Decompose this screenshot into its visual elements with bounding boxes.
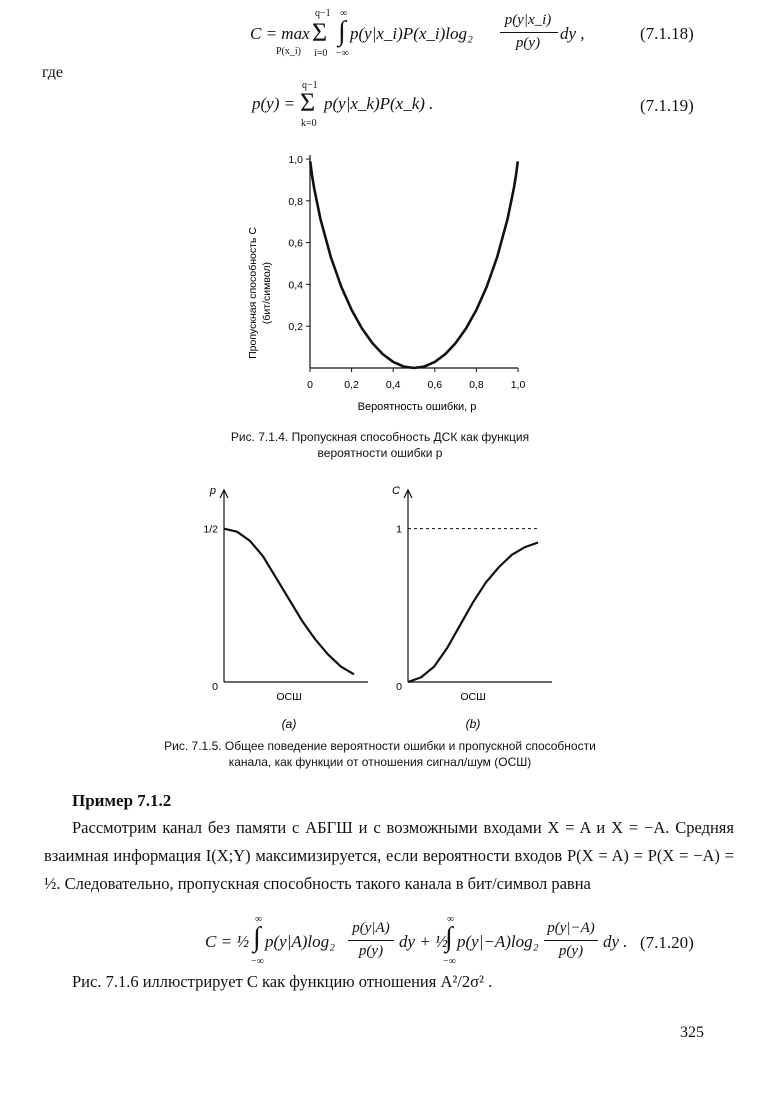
fig715a-ylabel: p (209, 485, 216, 497)
eq18-frac-num: p(y|x_i) (504, 12, 552, 28)
example-closing-sentence: Рис. 7.1.6 иллюстрирует C как функцию отношения A²/2σ² . (72, 972, 493, 991)
equation-number-7-1-20: (7.1.20) (640, 933, 694, 952)
eq20-frac1-den: p(y) (358, 943, 384, 959)
fig715a-xlabel: ОСШ (276, 691, 302, 703)
fig715b-xlabel: ОСШ (460, 691, 486, 703)
fig715a-y-tick-label: 1/2 (203, 523, 218, 536)
figure-7-1-5-caption-line1: Рис. 7.1.5. Общее поведение вероятности ошибки и пропускной способности (164, 739, 596, 753)
equation-7-1-20 (205, 914, 635, 972)
fig714-x-tick-label: 0 (307, 379, 313, 391)
eq20-int1-sign: ∫ (253, 922, 261, 953)
fig714-ylabel-line1: Пропускная способность C (247, 227, 259, 359)
example-paragraph: Рассмотрим канал без памяти с АБГШ и с возможными входами X = A и X = −A. Средняя взаимная информация I(X;Y) максимизируется, если вероятности входов P(X = A) = P(X = −A) = ½. Следовательно, пропускная способность такого канала в бит/символ равна (44, 818, 734, 893)
eq18-int-sign: ∫ (338, 16, 346, 47)
eq20-frac1-bar (348, 940, 394, 941)
fig714-y-tick-label: 1,0 (288, 154, 303, 166)
fig714-x-tick-label: 1,0 (510, 379, 526, 391)
fig714-ylabel-line2: (бит/символ) (261, 261, 273, 325)
fig715b-y-tick-label: 1 (396, 523, 402, 536)
fig715b-panel-label: (b) (465, 717, 481, 731)
eq20-int1-upper: ∞ (255, 914, 263, 925)
fig714-series-line (310, 161, 518, 368)
eq20-body1: p(y|A)log₂ (265, 932, 336, 951)
eq18-sum-lower: i=0 (314, 48, 328, 59)
fig714-x-tick-label: 0,6 (427, 379, 443, 391)
fig715a-series-line (224, 529, 354, 675)
eq18-sum-sign: Σ (312, 18, 328, 47)
fig714-x-tick-label: 0,2 (344, 379, 359, 391)
eq19-body: p(y|x_k)P(x_k) . (324, 94, 434, 113)
figure-7-1-5-chart (180, 478, 580, 738)
eq19-sum-sign: Σ (300, 88, 316, 117)
fig715b-origin-label: 0 (396, 681, 402, 693)
figure-7-1-5-caption-line2: канала, как функции от отношения сигнал/шум (ОСШ) (228, 755, 532, 769)
fig715a-panel-label: (a) (281, 717, 297, 731)
equation-number-7-1-19: (7.1.19) (640, 96, 694, 115)
eq20-lhs: C = ½ (205, 932, 250, 951)
eq18-frac-den: p(y) (515, 35, 541, 51)
page-number: 325 (680, 1024, 704, 1041)
fig714-x-tick-label: 0,8 (469, 379, 484, 391)
equation-7-1-19 (252, 80, 492, 134)
eq18-int-upper: ∞ (340, 8, 348, 19)
eq19-lhs: p(y) = (252, 94, 296, 113)
fig714-x-tick-label: 0,4 (385, 379, 401, 391)
figure-7-1-4-caption-line1: Рис. 7.1.4. Пропускная способность ДСК как функция (230, 430, 530, 444)
fig714-xlabel: Вероятность ошибки, p (357, 401, 477, 413)
figure-7-1-4-caption-line2: вероятности ошибки p (317, 446, 443, 460)
eq20-frac1-num: p(y|A) (352, 920, 390, 936)
eq20-frac2-bar (544, 940, 598, 941)
eq20-int2-upper: ∞ (447, 914, 455, 925)
eq20-int2-lower: −∞ (443, 956, 456, 967)
eq18-frac-bar (500, 32, 558, 33)
fig715b-series-line (408, 543, 538, 683)
fig714-y-tick-label: 0,8 (288, 195, 303, 208)
eq18-body: p(y|x_i)P(x_i)log₂ (350, 24, 473, 43)
figure-7-1-4-chart (230, 145, 550, 415)
fig715b-ylabel: C (392, 485, 400, 497)
fig714-y-tick-label: 0,4 (288, 279, 303, 292)
eq20-frac2-num: p(y|−A) (547, 920, 595, 936)
eq20-int2-sign: ∫ (445, 922, 453, 953)
eq18-sum-upper: q−1 (315, 8, 331, 19)
eq19-sum-upper: q−1 (302, 80, 318, 91)
eq18-sub: P(x_i) (276, 46, 301, 57)
eq20-body2: p(y|−A)log₂ (457, 932, 539, 951)
eq20-frac2-den: p(y) (558, 943, 584, 959)
fig715a-origin-label: 0 (212, 681, 218, 693)
eq18-int-lower: −∞ (336, 48, 349, 59)
fig714-y-tick-label: 0,6 (288, 237, 303, 250)
equation-number-7-1-18: (7.1.18) (640, 24, 694, 43)
eq19-sum-lower: k=0 (301, 118, 317, 129)
eq18-lhs: C = max (250, 24, 310, 43)
example-heading: Пример 7.1.2 (72, 791, 172, 810)
where-label: где (42, 64, 64, 81)
eq20-int1-lower: −∞ (251, 956, 264, 967)
eq20-tail: dy . (603, 932, 628, 951)
eq20-mid: dy + ½ (399, 932, 448, 951)
fig714-y-tick-label: 0,2 (288, 321, 303, 334)
eq18-tail: dy , (560, 24, 585, 43)
equation-7-1-18 (250, 8, 585, 64)
